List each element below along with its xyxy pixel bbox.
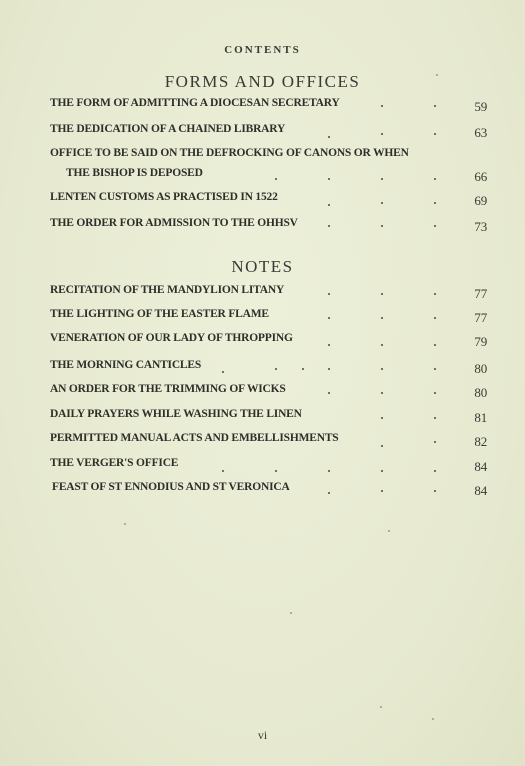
- leader-dot: [434, 344, 436, 346]
- section-title-notes: NOTES: [231, 257, 294, 276]
- toc-entry-title: AN ORDER FOR THE TRIMMING OF WICKS: [50, 383, 286, 395]
- leader-dot: [328, 392, 330, 394]
- leader-dot: [381, 417, 383, 419]
- toc-entry-title: OFFICE TO BE SAID ON THE DEFROCKING OF CANONS OR WHEN: [50, 147, 409, 159]
- leader-dot: [381, 178, 383, 180]
- paper-speck: [388, 530, 390, 532]
- leader-dot: [434, 470, 436, 472]
- toc-entry-title: LENTEN CUSTOMS AS PRACTISED IN 1522: [50, 191, 278, 203]
- leader-dot: [275, 470, 277, 472]
- toc-entry[interactable]: [52, 481, 487, 501]
- toc-entry-page: 80: [474, 385, 487, 400]
- toc-entry[interactable]: [50, 308, 487, 328]
- leader-dot: [381, 344, 383, 346]
- leader-dot: [381, 470, 383, 472]
- leader-dot: [328, 344, 330, 346]
- toc-entry[interactable]: [50, 147, 487, 187]
- toc-entry[interactable]: [50, 217, 487, 237]
- toc-entry-title: THE LIGHTING OF THE EASTER FLAME: [50, 308, 269, 320]
- leader-dot: [328, 136, 330, 138]
- leader-dot: [328, 368, 330, 370]
- leader-dot: [434, 225, 436, 227]
- toc-entry[interactable]: [50, 383, 487, 403]
- toc-entry[interactable]: [50, 284, 487, 304]
- leader-dot: [381, 202, 383, 204]
- toc-entry-title: VENERATION OF OUR LADY OF THROPPING: [50, 332, 293, 344]
- paper-speck: [436, 74, 438, 76]
- leader-dot: [275, 178, 277, 180]
- toc-entry-page: 77: [474, 310, 487, 325]
- section-title-forms-and-offices: FORMS AND OFFICES: [164, 72, 361, 91]
- leader-dot: [381, 225, 383, 227]
- leader-dot: [434, 441, 436, 443]
- toc-entry-title: DAILY PRAYERS WHILE WASHING THE LINEN: [50, 408, 302, 420]
- leader-dot: [434, 417, 436, 419]
- running-head: CONTENTS: [224, 44, 301, 56]
- paper-speck: [380, 706, 382, 708]
- toc-entry-page: 66: [474, 169, 487, 184]
- toc-entry[interactable]: [50, 191, 487, 211]
- leader-dot: [328, 317, 330, 319]
- leader-dot: [434, 202, 436, 204]
- leader-dot: [434, 293, 436, 295]
- toc-entry[interactable]: [50, 408, 487, 428]
- toc-entry-title-continued: THE BISHOP IS DEPOSED: [66, 167, 203, 179]
- leader-dot: [434, 392, 436, 394]
- leader-dot: [434, 490, 436, 492]
- leader-dot: [328, 492, 330, 494]
- paper-speck: [124, 523, 126, 525]
- toc-entry-page: 73: [474, 219, 487, 234]
- leader-dot: [328, 470, 330, 472]
- leader-dot: [222, 371, 224, 373]
- leader-dot: [328, 178, 330, 180]
- leader-dot: [381, 445, 383, 447]
- leader-dot: [381, 368, 383, 370]
- leader-dot: [434, 133, 436, 135]
- toc-entry[interactable]: [50, 97, 487, 117]
- leader-dot: [328, 204, 330, 206]
- toc-entry-page: 84: [474, 459, 487, 474]
- toc-entry-page: 77: [474, 286, 487, 301]
- toc-entry-title: PERMITTED MANUAL ACTS AND EMBELLISHMENTS: [50, 432, 339, 444]
- leader-dot: [434, 368, 436, 370]
- leader-dot: [381, 105, 383, 107]
- leader-dot: [328, 293, 330, 295]
- toc-entry[interactable]: [50, 332, 487, 352]
- toc-entry-title: THE MORNING CANTICLES: [50, 359, 202, 371]
- toc-entry-title: THE FORM OF ADMITTING A DIOCESAN SECRETARY: [50, 97, 340, 109]
- leader-dot: [381, 293, 383, 295]
- toc-entry-title: THE ORDER FOR ADMISSION TO THE OHHSV: [50, 217, 298, 229]
- toc-entry-title: THE VERGER'S OFFICE: [50, 457, 179, 469]
- toc-entry[interactable]: [50, 359, 487, 379]
- toc-entry-page: 79: [474, 334, 487, 349]
- leader-dot: [222, 470, 224, 472]
- toc-entry[interactable]: [50, 432, 487, 452]
- page-number-folio: vi: [257, 728, 268, 742]
- toc-entry-page: 59: [474, 99, 487, 114]
- toc-entry-title: THE DEDICATION OF A CHAINED LIBRARY: [50, 123, 286, 135]
- paper-speck: [290, 612, 292, 614]
- toc-entry-title: RECITATION OF THE MANDYLION LITANY: [50, 284, 285, 296]
- leader-dot: [302, 368, 304, 370]
- leader-dot: [434, 178, 436, 180]
- paper-speck: [432, 718, 434, 720]
- leader-dot: [434, 317, 436, 319]
- leader-dot: [434, 105, 436, 107]
- leader-dot: [381, 392, 383, 394]
- leader-dot: [381, 490, 383, 492]
- toc-entry-page: 80: [474, 361, 487, 376]
- toc-entry-page: 81: [474, 410, 487, 425]
- leader-dot: [381, 317, 383, 319]
- toc-entry-page: 82: [474, 434, 487, 449]
- toc-entry[interactable]: [50, 457, 487, 477]
- toc-entry-page: 84: [474, 483, 487, 498]
- leader-dot: [328, 225, 330, 227]
- toc-entry-title: FEAST OF ST ENNODIUS AND ST VERONICA: [52, 481, 290, 493]
- toc-entry-page: 69: [474, 193, 487, 208]
- leader-dot: [381, 133, 383, 135]
- leader-dot: [275, 368, 277, 370]
- toc-entry-page: 63: [474, 125, 487, 140]
- toc-entry[interactable]: [50, 123, 487, 143]
